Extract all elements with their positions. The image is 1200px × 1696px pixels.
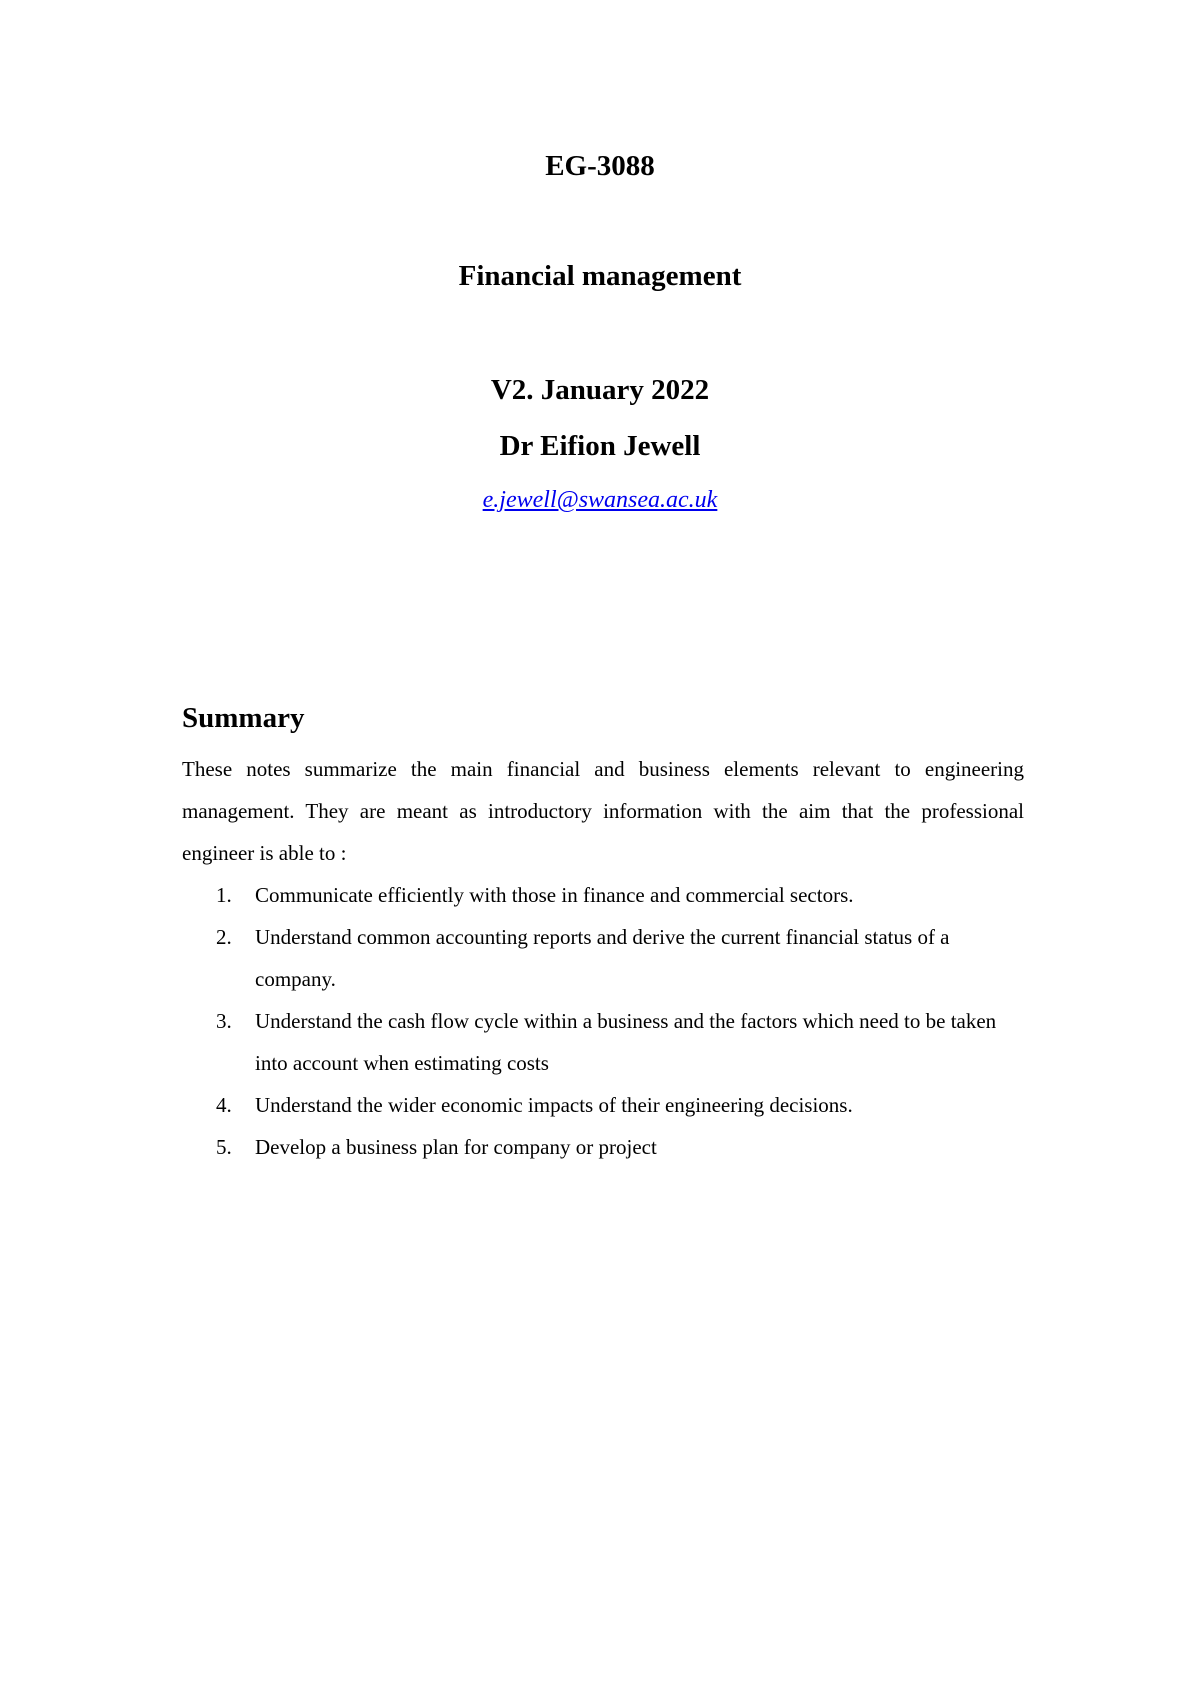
email-line: [0, 485, 1200, 515]
list-item-text: Understand common accounting reports and derive the current financial status of a company.: [255, 925, 950, 991]
list-item-text: Understand the wider economic impacts of their engineering decisions.: [255, 1093, 853, 1117]
objectives-list: [182, 874, 1024, 1168]
list-item-number: 1.: [216, 883, 232, 907]
list-item-text: Communicate efficiently with those in finance and commercial sectors.: [255, 883, 854, 907]
list-item-number: 2.: [216, 925, 232, 949]
course-code: EG-3088: [545, 150, 655, 182]
list-item: [182, 874, 1024, 916]
author-email-link[interactable]: e.jewell@swansea.ac.uk: [482, 487, 718, 513]
summary-intro: These notes summarize the main financial and business elements relevant to engineering management. They are meant as introductory information with the aim that the professional engineer is able to :: [182, 757, 1024, 865]
list-item: [182, 1084, 1024, 1126]
list-item: [182, 1000, 1024, 1084]
list-item: [182, 916, 1024, 1000]
list-item-number: 3.: [216, 1009, 232, 1033]
document-title: Financial management: [458, 260, 742, 292]
list-item: [182, 1126, 1024, 1168]
list-item-number: 5.: [216, 1135, 232, 1159]
author-name: Dr Eifion Jewell: [499, 430, 701, 462]
list-item-text: Develop a business plan for company or project: [255, 1135, 657, 1159]
summary-heading: Summary: [182, 702, 305, 734]
version-date: V2. January 2022: [490, 374, 710, 406]
list-item-number: 4.: [216, 1093, 232, 1117]
list-item-text: Understand the cash flow cycle within a business and the factors which need to be taken into account when estimating costs: [255, 1009, 997, 1075]
